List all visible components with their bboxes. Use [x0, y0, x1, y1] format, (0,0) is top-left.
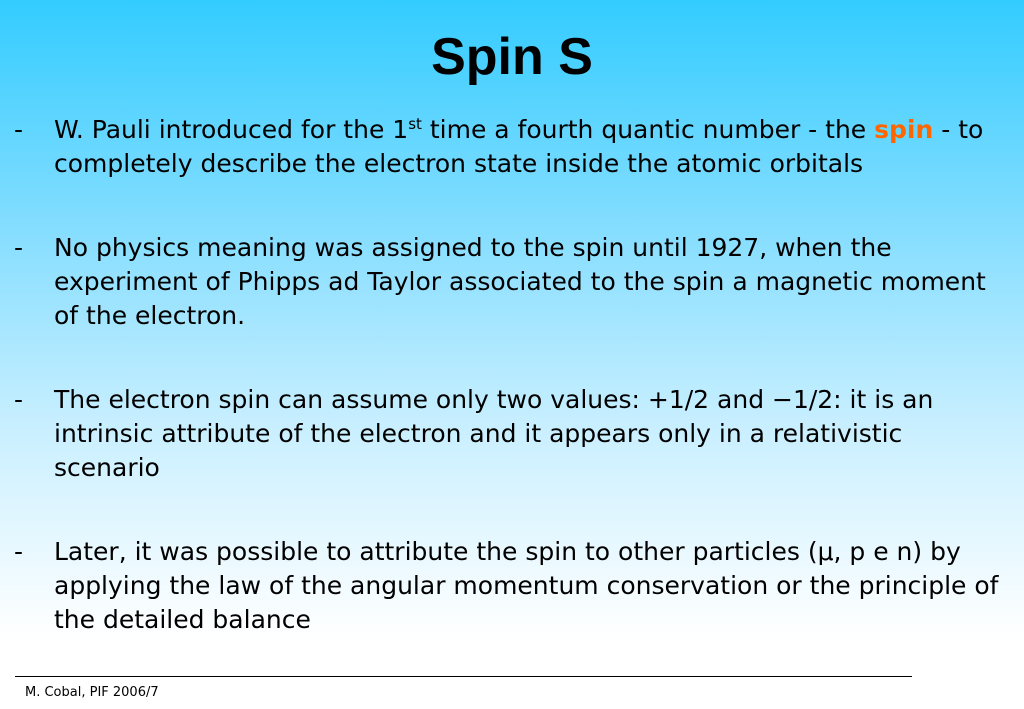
footer-divider — [15, 676, 912, 677]
bullet-text: The electron spin can assume only two values: +1/2 and −1/2: it is an intrinsic attribute of the electron and it appears only in a relativistic scenario — [54, 385, 934, 482]
bullet-item-other-particles — [14, 535, 1014, 637]
bullet-text: No physics meaning was assigned to the spin until 1927, when the experiment of Phipps ad Taylor associated to the spin a magnetic moment of the electron. — [54, 233, 986, 330]
bullet-dash: - — [14, 233, 24, 262]
bullet-dash: - — [14, 115, 24, 144]
bullet-dash: - — [14, 537, 24, 566]
bullet-item-pauli — [14, 113, 1014, 181]
bullet-item-physics-meaning — [14, 231, 1014, 333]
footer-text: M. Cobal, PIF 2006/7 — [25, 685, 159, 700]
bullet-item-spin-values — [14, 383, 1014, 485]
bullet-dash: - — [14, 385, 24, 414]
bullet-text-continued: time a fourth quantic number - the — [421, 115, 875, 144]
slide-title: Spin S — [431, 28, 593, 86]
bullet-text-end: - to completely describe the electron state inside the atomic orbitals — [54, 115, 984, 178]
bullet-list — [14, 113, 1014, 687]
bullet-text: Later, it was possible to attribute the spin to other particles (μ, p e n) by applying the law of the angular momentum conservation or the principle of the detailed balance — [54, 537, 999, 634]
highlighted-term-spin: spin — [874, 115, 934, 144]
bullet-text: W. Pauli introduced for the 1 — [54, 115, 409, 144]
ordinal-superscript: st — [408, 115, 422, 133]
